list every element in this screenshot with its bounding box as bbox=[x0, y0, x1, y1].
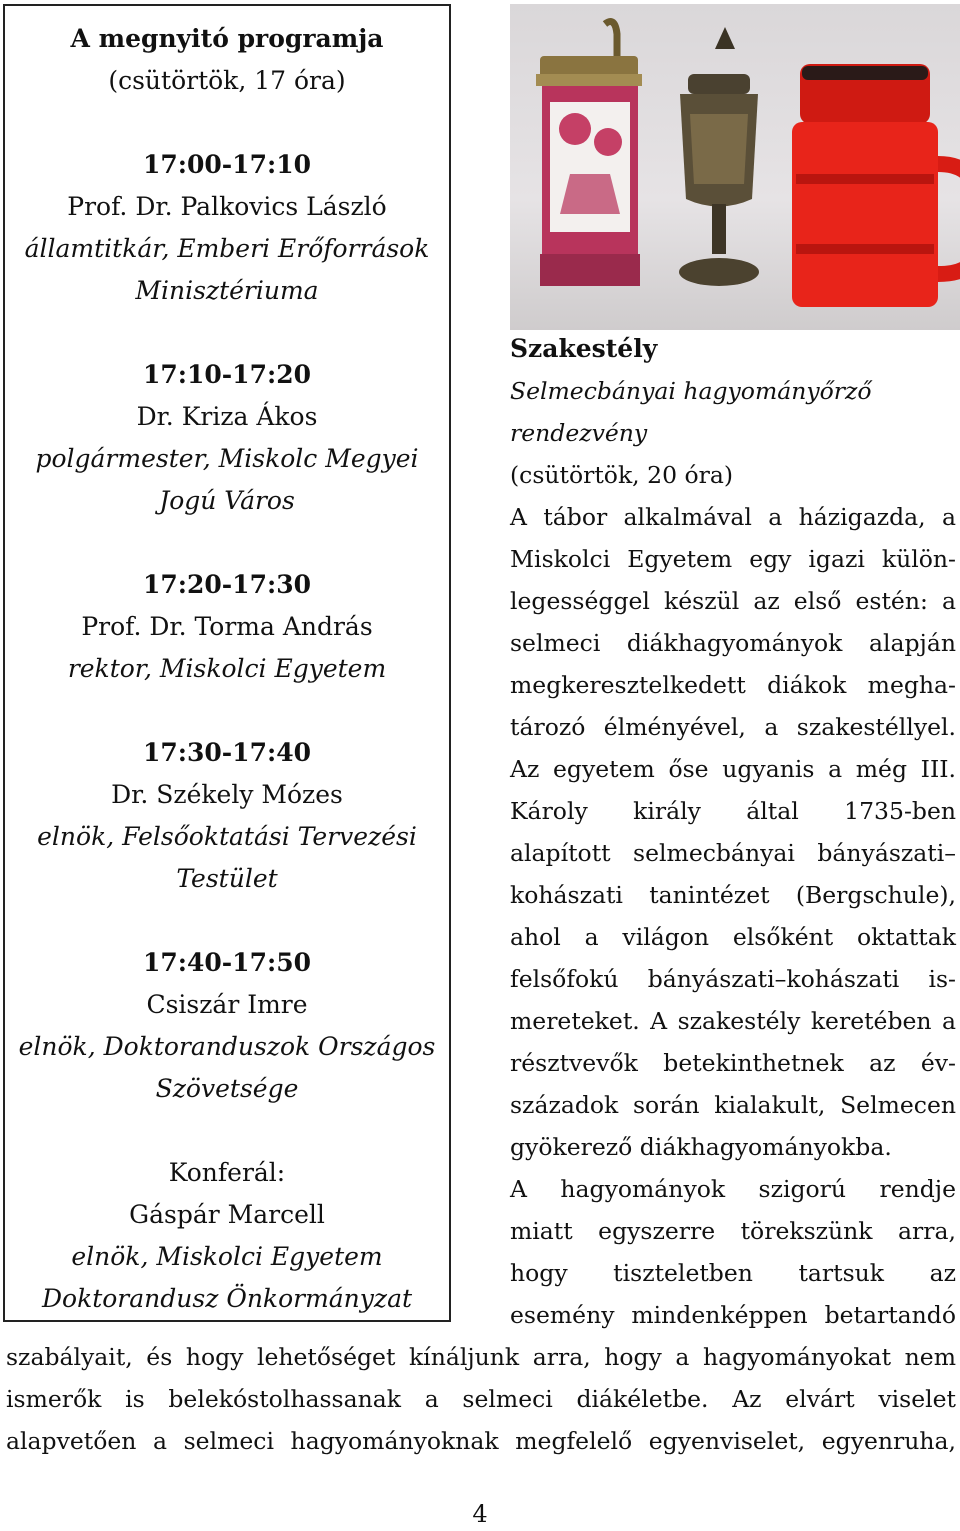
article-line: gyökerező diákhagyományokba. bbox=[510, 1133, 892, 1161]
article-line: hogy tiszteletben tartsuk az bbox=[510, 1259, 956, 1287]
block-role: rektor, Miskolci Egyetem bbox=[67, 654, 387, 683]
opening-program-box bbox=[3, 4, 451, 1322]
moderator-role: Doktorandusz Önkormányzat bbox=[41, 1284, 413, 1313]
article-heading: Szakestély bbox=[510, 334, 658, 363]
block-role: Testület bbox=[176, 864, 278, 893]
article-line: felsőfokú bányászati–kohászati is- bbox=[510, 965, 956, 993]
article-line: századok során kialakult, Selmecen bbox=[510, 1091, 956, 1119]
article-line: A tábor alkalmával a házigazda, a bbox=[510, 503, 956, 531]
szakestely-article bbox=[510, 328, 956, 1336]
article-line: tározó élményével, a szakestéllyel. bbox=[510, 713, 956, 741]
article-line: megkeresztelkedett diákok megha- bbox=[510, 671, 956, 699]
article-line: Károly király által 1735-ben bbox=[510, 797, 956, 825]
article-line: Miskolci Egyetem egy igazi külön- bbox=[510, 545, 956, 573]
moderator-label: Konferál: bbox=[168, 1158, 286, 1187]
article-line: ismerők is belekóstolhassanak a selmeci diákéletbe. Az elvárt viselet bbox=[6, 1385, 956, 1413]
article-line: esemény mindenképpen betartandó bbox=[510, 1301, 956, 1329]
block-speaker: Dr. Kriza Ákos bbox=[136, 402, 318, 431]
block-speaker: Csiszár Imre bbox=[146, 990, 308, 1019]
block-role: államtitkár, Emberi Erőforrások bbox=[24, 234, 430, 263]
article-line: mereteket. A szakestély keretében a bbox=[510, 1007, 956, 1035]
block-time: 17:10-17:20 bbox=[143, 360, 311, 389]
article-line: Az egyetem őse ugyanis a még III. bbox=[510, 755, 956, 783]
article-subheading: rendezvény bbox=[510, 419, 648, 447]
article-line: A hagyományok szigorú rendje bbox=[510, 1175, 956, 1203]
program-subtitle: (csütörtök, 17 óra) bbox=[108, 66, 346, 95]
block-role: Szövetsége bbox=[155, 1074, 299, 1103]
article-line: legességgel készül az első estén: a bbox=[510, 587, 956, 615]
block-role: elnök, Doktoranduszok Országos bbox=[18, 1032, 436, 1061]
article-line: résztvevők betekinthetnek az év- bbox=[510, 1049, 956, 1077]
article-line: ahol a világon elsőként oktattak bbox=[510, 923, 956, 951]
program-title: A megnyitó programja bbox=[70, 24, 384, 53]
article-line: szabályait, és hogy lehetőséget kínáljunk arra, hogy a hagyományokat nem bbox=[6, 1343, 956, 1371]
block-speaker: Dr. Székely Mózes bbox=[111, 780, 343, 809]
moderator-block bbox=[5, 1152, 449, 1320]
block-time: 17:00-17:10 bbox=[143, 150, 311, 179]
block-role: Jogú Város bbox=[159, 486, 295, 515]
article-subheading: Selmecbányai hagyományőrző bbox=[510, 377, 872, 405]
block-role: elnök, Felsőoktatási Tervezési bbox=[37, 822, 417, 851]
moderator-role: elnök, Miskolci Egyetem bbox=[71, 1242, 383, 1271]
block-time: 17:30-17:40 bbox=[143, 738, 311, 767]
article-when: (csütörtök, 20 óra) bbox=[510, 461, 734, 489]
article-line: alapított selmecbányai bányászati– bbox=[510, 839, 956, 867]
page-number: 4 bbox=[472, 1500, 488, 1528]
article-line: alapvetően a selmeci hagyományoknak megfelelő egyenviselet, egyenruha, bbox=[6, 1427, 956, 1455]
program-block bbox=[5, 942, 449, 1110]
article-line: selmeci diákhagyományok alapján bbox=[510, 629, 956, 657]
mugs-illustration bbox=[510, 4, 960, 330]
beer-mugs-photo bbox=[510, 4, 960, 330]
moderator-name: Gáspár Marcell bbox=[129, 1200, 325, 1229]
block-time: 17:40-17:50 bbox=[143, 948, 311, 977]
block-speaker: Prof. Dr. Torma András bbox=[81, 612, 373, 641]
porcelain-stein-icon bbox=[536, 22, 642, 286]
article-continuation bbox=[6, 1336, 956, 1462]
article-body bbox=[510, 496, 956, 1336]
bronze-goblet-icon bbox=[679, 27, 759, 286]
block-time: 17:20-17:30 bbox=[143, 570, 311, 599]
block-role: Minisztériuma bbox=[135, 276, 319, 305]
program-block bbox=[5, 564, 449, 690]
red-stein-icon bbox=[792, 64, 960, 307]
article-line: kohászati tanintézet (Bergschule), bbox=[510, 881, 956, 909]
program-block bbox=[5, 354, 449, 522]
program-block bbox=[5, 144, 449, 312]
block-speaker: Prof. Dr. Palkovics László bbox=[67, 192, 387, 221]
block-role: polgármester, Miskolc Megyei bbox=[35, 444, 419, 473]
article-line: miatt egyszerre törekszünk arra, bbox=[510, 1217, 956, 1245]
program-block bbox=[5, 732, 449, 900]
